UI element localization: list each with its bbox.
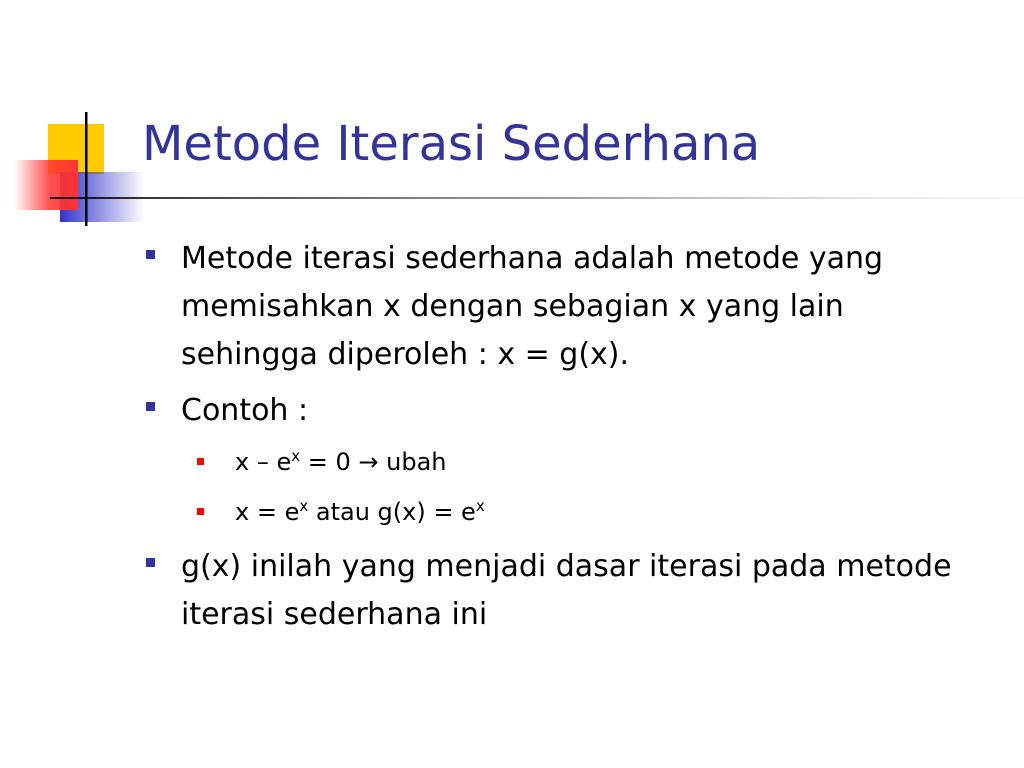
equation-part: x – e (235, 448, 292, 476)
deco-vertical-line (85, 112, 88, 226)
title-rule (50, 197, 1024, 199)
bullet-text: Contoh : (181, 393, 309, 428)
bullet-marker (146, 558, 155, 567)
bullet-text: Metode iterasi sederhana adalah metode yang memisahkan x dengan sebagian x yang lain sehingga diperoleh : x = g(x). (181, 241, 884, 372)
arrow-right-icon: → (358, 448, 379, 476)
deco-red-square (14, 160, 78, 210)
equation-part: x = e (235, 498, 300, 526)
bullet-marker (146, 250, 155, 259)
bullet-text: g(x) inilah yang menjadi dasar iterasi pada metode iterasi sederhana ini (181, 549, 952, 632)
exponent: x (291, 447, 301, 465)
sub-bullet-text (235, 495, 485, 529)
exponent: x (299, 497, 309, 515)
equation-part: ubah (378, 448, 447, 476)
sub-bullet-text (235, 445, 447, 479)
sub-bullet-marker (197, 458, 204, 465)
equation-part: atau g(x) = e (308, 498, 476, 526)
exponent: x (475, 497, 485, 515)
slide-title: Metode Iterasi Sederhana (142, 116, 761, 172)
bullet-marker (146, 402, 155, 411)
sub-bullet-marker (197, 508, 204, 515)
equation-part: = 0 (300, 448, 359, 476)
